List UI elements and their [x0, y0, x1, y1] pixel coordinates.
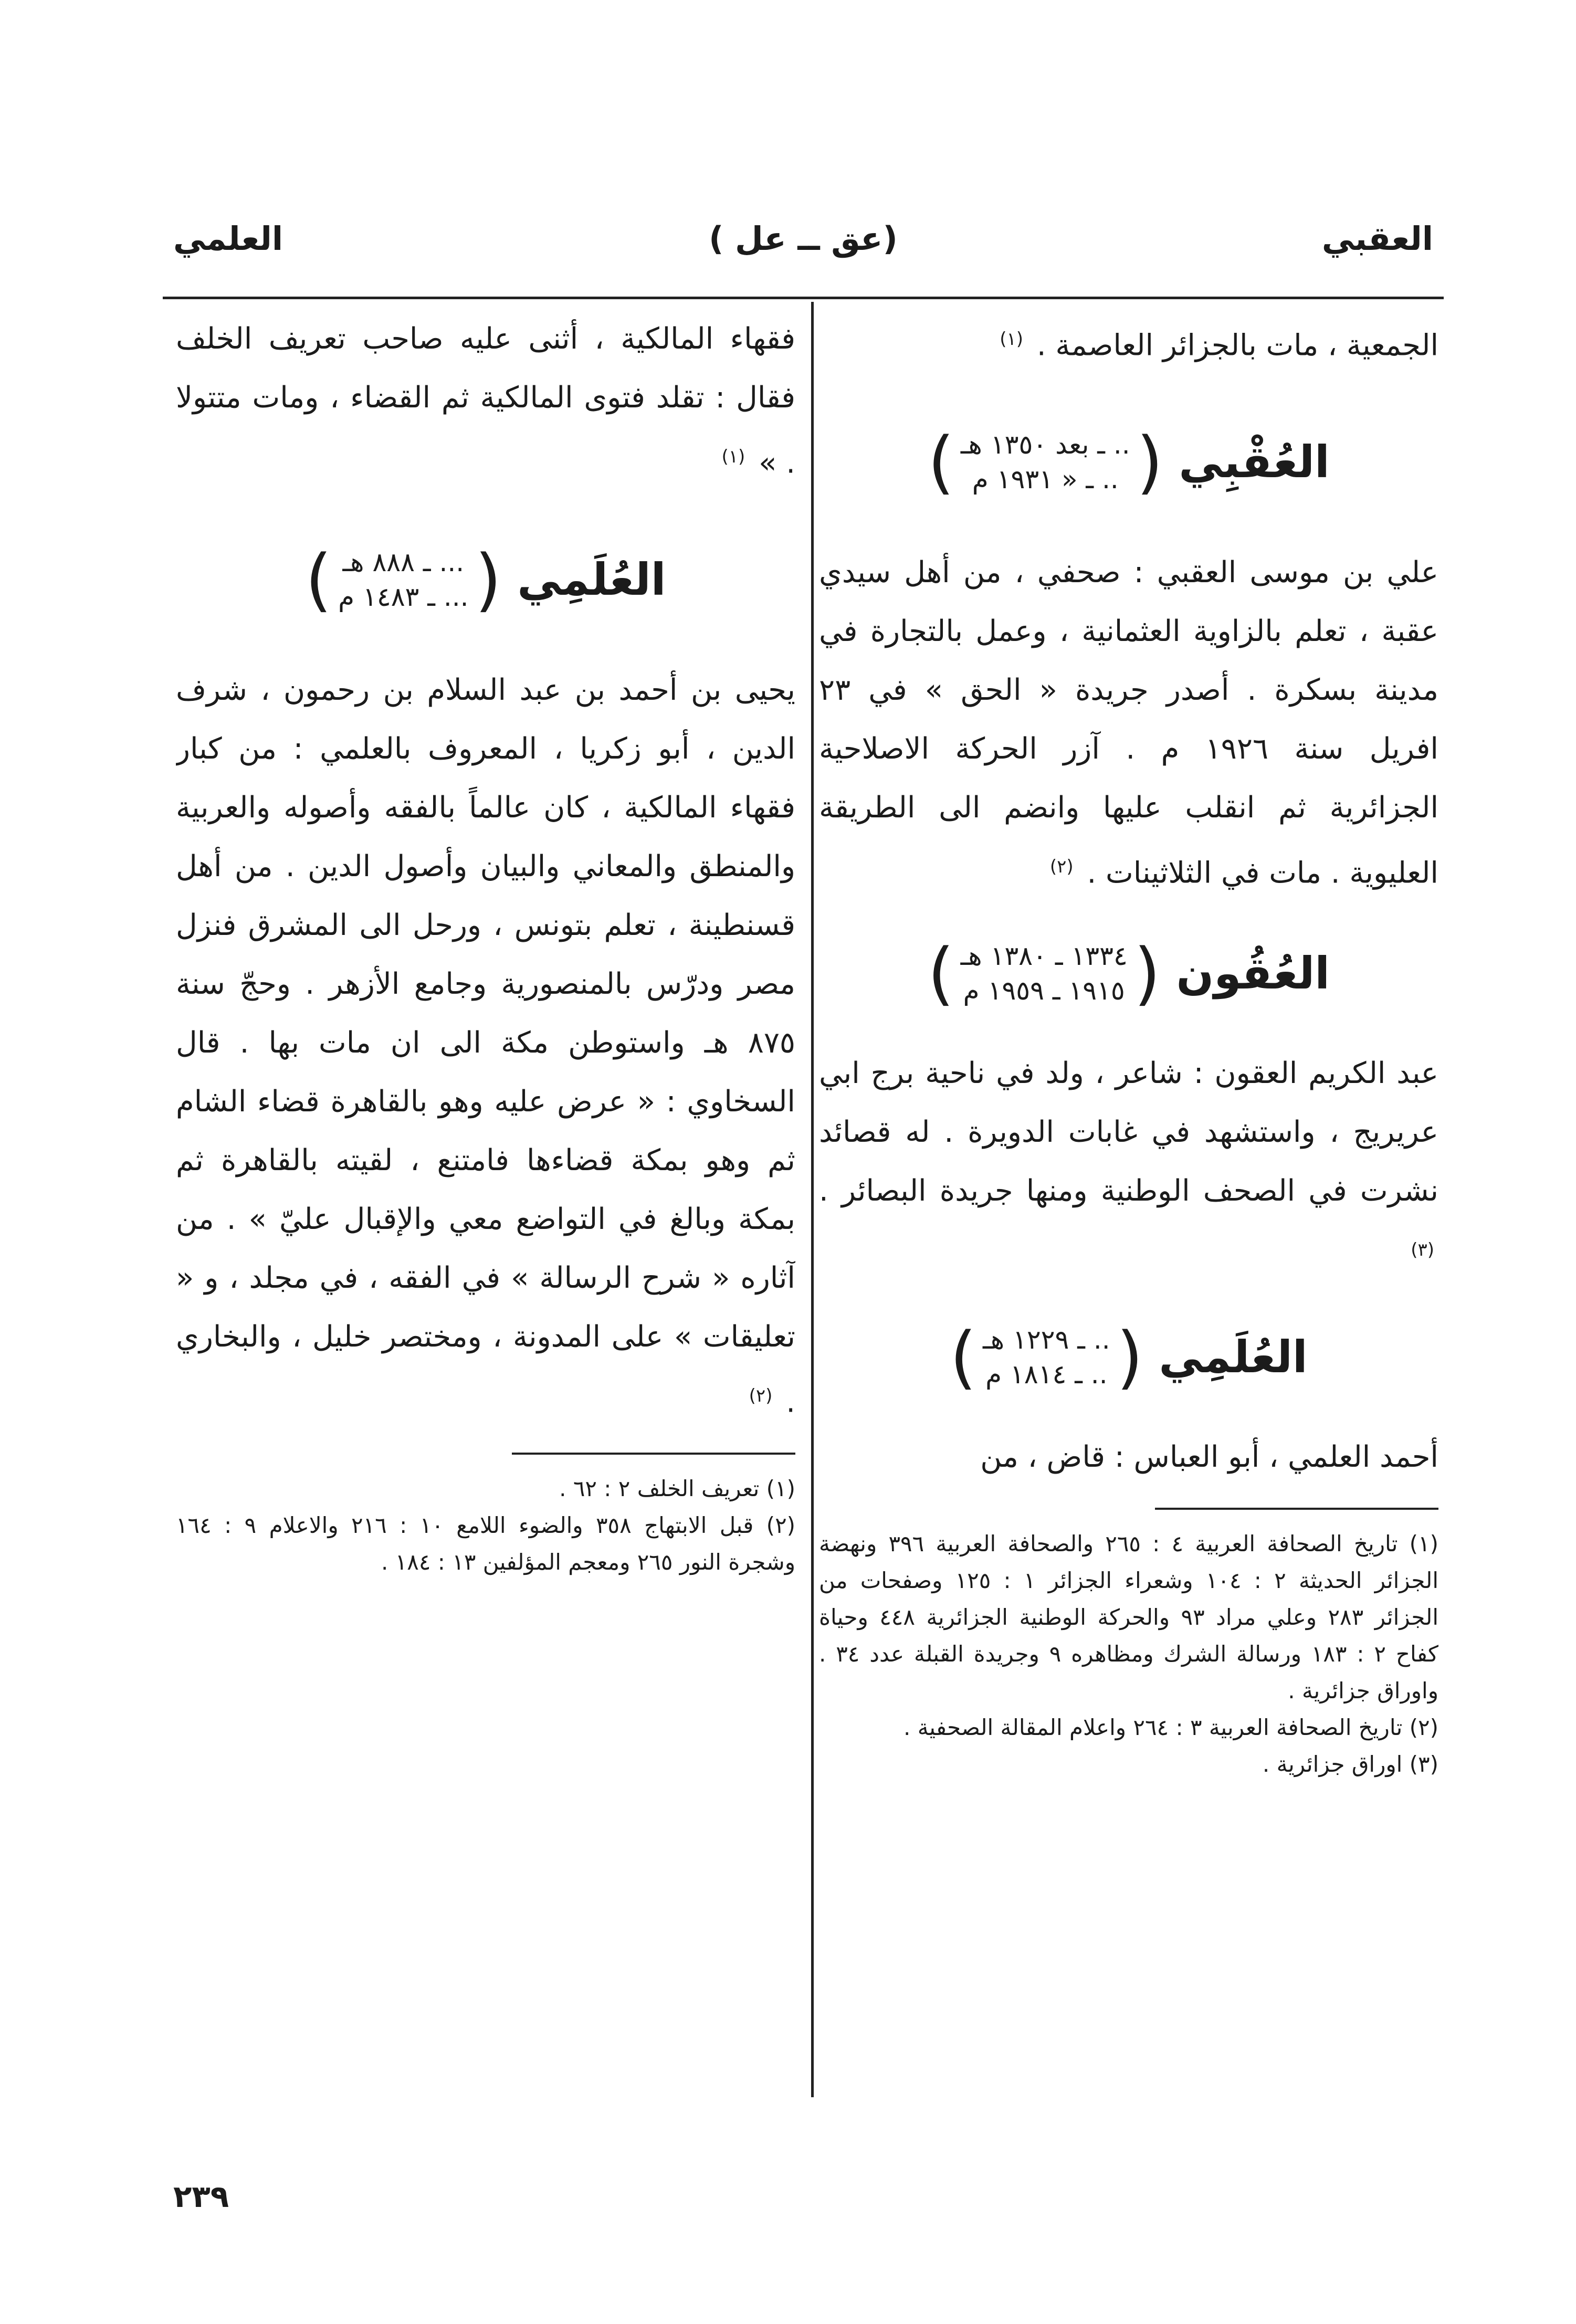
hijri-dates: .. ـ بعد ١٣٥٠ هـ [960, 429, 1130, 460]
entry-body: عبد الكريم العقون : شاعر ، ولد في ناحية برج ابي عريريج ، واستشهد في غابات الدويرة . له قصائد نشرت في الصحف الوطنية ومنها جريدة البصائر . [819, 1056, 1438, 1208]
close-paren: ) [950, 1317, 977, 1397]
footnote-rule [1155, 1508, 1438, 1510]
close-paren: ) [927, 933, 954, 1014]
hijri-dates: ... ـ ٨٨٨ هـ [342, 546, 465, 577]
gregorian-dates: .. ـ ١٨١٤ م [985, 1359, 1108, 1390]
entry-dates [305, 539, 502, 619]
date-lines [338, 545, 468, 614]
entry-name: العُلَمِي [517, 553, 666, 605]
entry-dates [927, 933, 1161, 1014]
entry-name: العُلَمِي [1159, 1331, 1308, 1383]
paragraph-text: الجمعية ، مات بالجزائر العاصمة . [1036, 328, 1438, 363]
left-column [176, 310, 795, 2089]
entry-body: يحيى بن أحمد بن عبد السلام بن رحمون ، شرف الدين ، أبو زكريا ، المعروف بالعلمي : من كبار فقهاء المالكية ، كان عالماً بالفقه وأصوله والعربية والمنطق والمعاني والبيان وأصول الدين . من أهل قسنطينة ، تعلم بتونس ، ورحل الى المشرق فنزل مصر ودرّس بالمنصورية وجامع الأزهر . وحجّ سنة ٨٧٥ هـ واستوطن مكة الى ان مات بها . قال السخاوي : « عرض عليه وهو بالقاهرة قضاء الشام ثم وهو بمكة قضاءها فامتنع ، لقيته بالقاهرة ثم بمكة وبالغ في التواضع معي والإقبال عليّ » . من آثاره « شرح الرسالة » في الفقه ، في مجلد ، و « تعليقات » على المدونة ، ومختصر خليل ، والبخاري . [176, 672, 795, 1419]
column-divider [811, 302, 814, 2097]
footnote: (٣) اوراق جزائرية . [1262, 1751, 1438, 1777]
entry-heading [819, 923, 1438, 1023]
header-letter-range: (عق ــ عل ) [709, 219, 898, 258]
footnote: (٢) تاريخ الصحافة العربية ٣ : ٢٦٤ واعلام المقالة الصحفية . [903, 1714, 1438, 1740]
footnote-ref: (٣) [1411, 1239, 1434, 1261]
running-header [163, 215, 1444, 299]
footnote-ref: (١) [1000, 329, 1023, 350]
footnote-ref: (٢) [1049, 856, 1074, 877]
gregorian-dates: .. ـ « ١٩٣١ م [972, 464, 1119, 495]
header-last-entry: العلمي [173, 219, 283, 258]
footnote-rule [512, 1453, 795, 1455]
close-paren: ) [305, 539, 332, 619]
open-paren: ( [1133, 933, 1161, 1014]
entry-text [819, 543, 1438, 903]
entry-text [819, 1428, 1438, 1487]
footnote: (١) تعريف الخلف ٢ : ٦٢ . [559, 1476, 795, 1502]
entry-name: العُقْبِي [1179, 436, 1330, 488]
entry-dates [928, 422, 1163, 502]
hijri-dates: ١٣٣٤ ـ ١٣٨٠ هـ [960, 941, 1128, 972]
date-lines [983, 1322, 1110, 1392]
right-column [819, 310, 1438, 2089]
date-lines [961, 939, 1128, 1008]
entry-dates [950, 1317, 1143, 1397]
footnote: (٢) قبل الابتهاج ٣٥٨ والضوء اللامع ١٠ : ٢١٦ والاعلام ٩ : ١٦٤ وشجرة النور ٢٦٥ ومعجم المؤلفين ١٣ : ١٨٤ . [176, 1512, 795, 1575]
gregorian-dates: ... ـ ١٤٨٣ م [338, 581, 469, 612]
entry-heading [176, 530, 795, 629]
footnotes [819, 1526, 1438, 1783]
continued-paragraph [819, 310, 1438, 375]
open-paren: ( [1116, 1317, 1143, 1397]
close-paren: ) [928, 422, 954, 502]
entry-body: أحمد العلمي ، أبو العباس : قاض ، من [980, 1439, 1438, 1474]
gregorian-dates: ١٩١٥ ـ ١٩٥٩ م [963, 975, 1125, 1006]
page-number: ٢٣٩ [173, 2179, 229, 2214]
footnote: (١) تاريخ الصحافة العربية ٤ : ٢٦٥ والصحافة العربية ٣٩٦ ونهضة الجزائر الحديثة ٢ : ١٠٤ وشعراء الجزائر ١ : ١٢٥ وصفحات من الجزائر ٢٨٣ وعلي مراد ٩٣ والحركة الوطنية الجزائرية ٤٤٨ وحياة كفاح ٢ : ١٨٣ ورسالة الشرك ومظاهره ٩ وجريدة القبلة عدد ٣٤ . واوراق جزائرية . [819, 1530, 1438, 1703]
entry-name: العُقُون [1176, 948, 1330, 1000]
header-rule [163, 297, 1444, 299]
date-lines [961, 427, 1130, 497]
footnote-ref: (٢) [749, 1385, 773, 1406]
entry-text [176, 661, 795, 1432]
continued-paragraph [176, 310, 795, 493]
open-paren: ( [1136, 422, 1163, 502]
paragraph-text: فقهاء المالكية ، أثنى عليه صاحب تعريف الخلف فقال : تقلد فتوى المالكية ثم القضاء ، ومات متتولا . » [176, 322, 795, 480]
entry-heading [819, 1307, 1438, 1407]
entry-text [819, 1044, 1438, 1286]
footnote-ref: (١) [721, 446, 745, 467]
hijri-dates: .. ـ ١٢٢٩ هـ [983, 1324, 1110, 1355]
header-first-entry: العقبي [1321, 219, 1433, 258]
footnotes [176, 1470, 795, 1581]
open-paren: ( [475, 539, 502, 619]
entry-body: علي بن موسى العقبي : صحفي ، من أهل سيدي عقبة ، تعلم بالزاوية العثمانية ، وعمل بالتجارة في مدينة بسكرة . أصدر جريدة « الحق » في ٢٣ افريل سنة ١٩٢٦ م . آزر الحركة الاصلاحية الجزائرية ثم انقلب عليها وانضم الى الطريقة العليوية . مات في الثلاثينات . [819, 555, 1438, 890]
entry-heading [819, 412, 1438, 512]
